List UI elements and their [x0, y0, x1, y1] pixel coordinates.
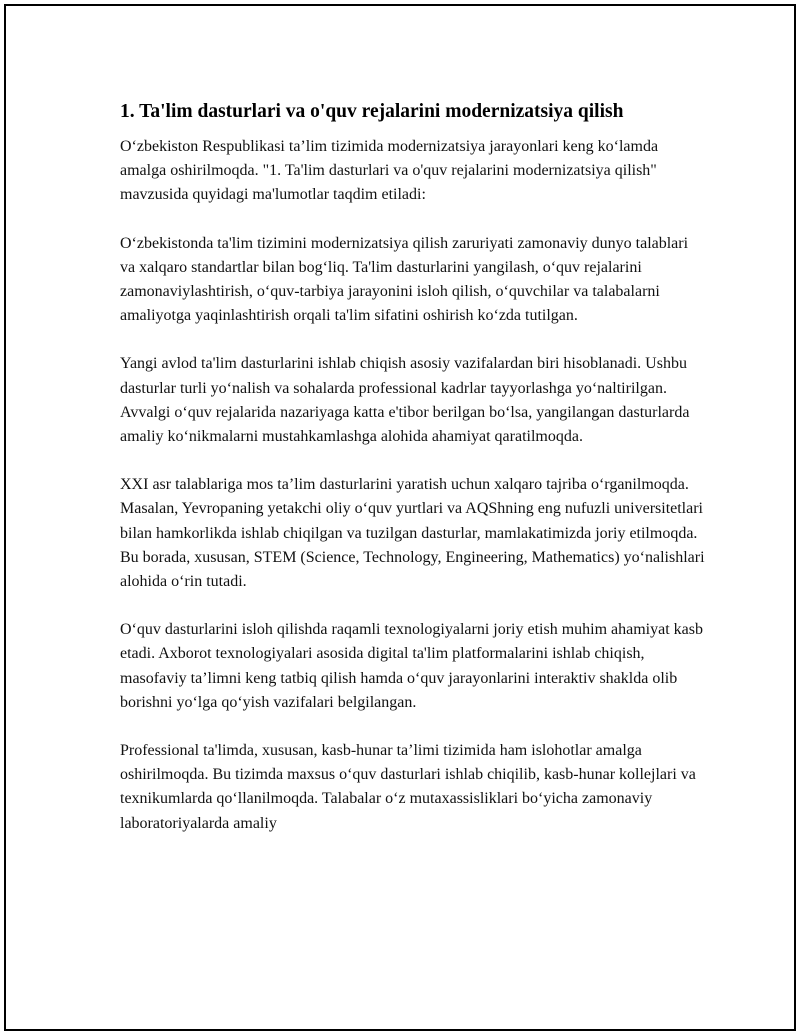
paragraph: XXI asr talablariga mos ta’lim dasturlarini yaratish uchun xalqaro tajriba o‘rganilmoqda. Masalan, Yevropaning yetakchi oliy o‘quv yurtlari va AQShning eng nufuzli universitetlari bilan hamkorlikda ishlab chiqilgan va tuzilgan dasturlar, mamlakatimizda joriy etilmoqda. Bu borada, xususan, STEM (Science, Technology, Engineering, Mathematics) yo‘nalishlari alohida o‘rin tutadi.	[120, 476, 705, 591]
paragraph: Professional ta'limda, xususan, kasb-hunar ta’limi tizimida ham islohotlar amalga oshirilmoqda. Bu tizimda maxsus o‘quv dasturlari ishlab chiqilib, kasb-hunar kollejlari va texnikumlarda qo‘llanilmoqda. Talabalar o‘z mutaxassisliklari bo‘yicha zamonaviy laboratoriyalarda amaliy	[120, 742, 696, 832]
document-body	[120, 99, 705, 860]
document-page	[4, 4, 796, 1031]
document-title: 1. Ta'lim dasturlari va o'quv rejalarini modernizatsiya qilish	[120, 101, 624, 122]
paragraph: O‘zbekiston Respublikasi ta’lim tizimida modernizatsiya jarayonlari keng ko‘lamda amalga oshirilmoqda. "1. Ta'lim dasturlari va o'quv rejalarini modernizatsiya qilish" mavzusida quyidagi ma'lumotlar taqdim etiladi:	[120, 138, 659, 204]
paragraph: Yangi avlod ta'lim dasturlarini ishlab chiqish asosiy vazifalardan biri hisoblanadi. Ushbu dasturlar turli yo‘nalish va sohalarda professional kadrlar tayyorlashga yo‘naltirilgan. Avvalgi o‘quv rejalarida nazariyaga katta e'tibor berilgan bo‘lsa, yangilangan dasturlarda amaliy ko‘nikmalarni mustahkamlashga alohida ahamiyat qaratilmoqda.	[120, 355, 690, 446]
paragraph: O‘zbekistonda ta'lim tizimini modernizatsiya qilish zaruriyati zamonaviy dunyo talablari va xalqaro standartlar bilan bog‘liq. Ta'lim dasturlarini yangilash, o‘quv rejalarini zamonaviylashtirish, o‘quv-tarbiya jarayonini isloh qilish, o‘quvchilar va talabalarni amaliyotga yaqinlashtirish orqali ta'lim sifatini oshirish ko‘zda tutilgan.	[120, 234, 689, 325]
paragraph: O‘quv dasturlarini isloh qilishda raqamli texnologiyalarni joriy etish muhim ahamiyat kasb etadi. Axborot texnologiyalari asosida digital ta'lim platformalarini ishlab chiqish, masofaviy ta’limni keng tatbiq qilish hamda o‘quv jarayonlarini interaktiv shaklda olib borishni yo‘lga qo‘yish vazifalari belgilangan.	[120, 621, 703, 711]
